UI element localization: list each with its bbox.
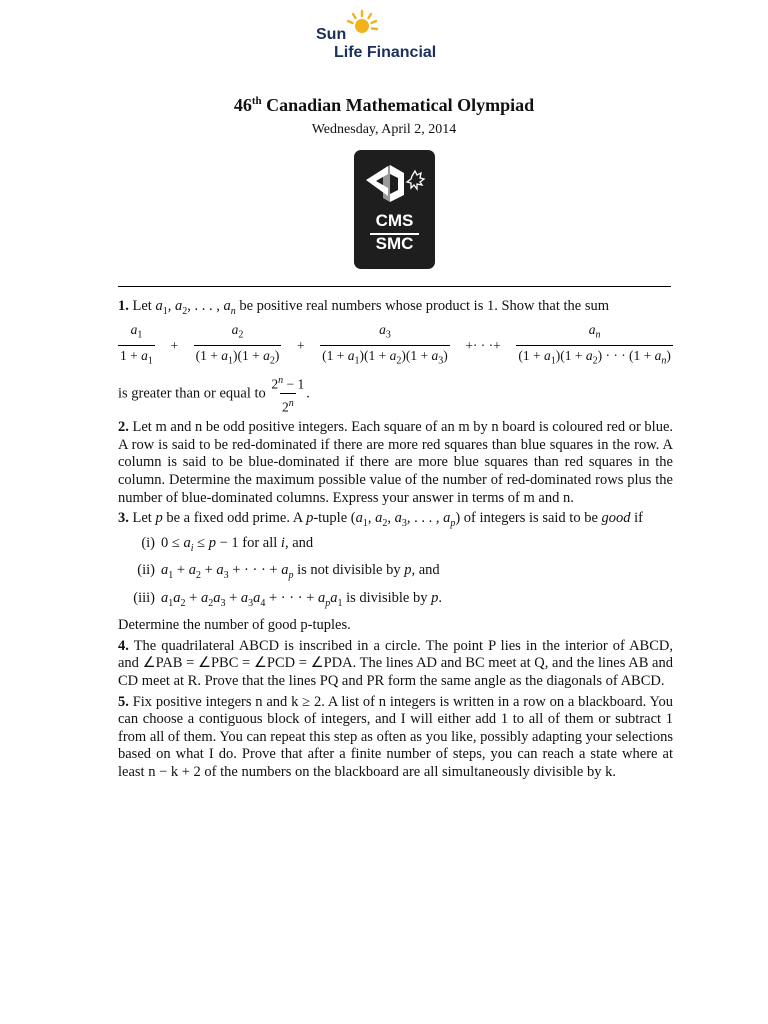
title-text: Canadian Mathematical Olympiad [261,95,535,115]
math-inline: $a_1a_2 + a_2a_3 + a_3a_4$ + · · · + $a_pa_1$ is divisible by p. [161,589,442,609]
fraction-bound: $\frac{2^n - 1}{2^n}$ [271,375,305,415]
problem-list [118,298,673,784]
condition-label: (iii) [133,589,155,606]
problem-text: Let m and n be odd positive integers. Each square of an m by n board is coloured red or blue. A row is said to be red-dominated if there are more red squares than blue squares in the row. A column is said to be blue-dominated if there are more blue squares than red squares in the column. Determine the maximum possible value of the number of red-dominated rows plus the number of blue-dominated columns. Express your answer in terms of m and n. [118,419,674,506]
problem-text: Determine the number of good p-tuples. [118,617,351,634]
title-number: 46 [233,95,252,115]
cms-emblem-icon [354,150,435,210]
problem-text: be positive real numbers whose product is 1. Show that the sum [239,298,610,314]
fraction-term: $\frac{a_1}{1 + a_1}$ [118,321,155,370]
exam-date: Wednesday, April 2, 2014 [311,122,457,137]
problem-4 [118,638,673,691]
sponsor-line-2: Life Financial [334,44,437,61]
sponsor-line-1: Sun [316,26,347,43]
fraction-term: $\frac{a_n}{(1 + a_1)(1 + a_2) \cdot \cdot \cdot (1 + a_n)}$ [516,321,673,370]
problem-text: is greater than or equal to [118,385,266,402]
logo-text-smc: SMC [375,234,414,253]
fraction-term: $\frac{a_3}{(1 + a_1)(1 + a_2)(1 + a_3)}$ [320,321,450,370]
math-inline: Let p be a fixed odd prime. A p-tuple ($a_1$, $a_2$, $a_3$, . . . , $a_p$) of integers is said to be good if [132,510,644,530]
problem-2 [118,419,673,507]
problem-1 [118,298,673,416]
problem-number: 3. [118,510,129,527]
condition-item [118,590,673,612]
logo-text-cms: CMS [375,211,414,230]
page-title [0,95,768,116]
sum-expression: $\frac{a_1}{1 + a_1}$ + $\frac{a_2}{(1 + a_1)(1 + a_2)}$ + $\frac{a_3}{(1 + a_1)(1 + a_2)(1 + a_3)}$ +· · ·+ $\frac{a_n}{(1 + a_1)(1 + a_2) \cdot \cdot \cdot (1 + a_n)}$ [118,321,673,370]
problem-text: The quadrilateral ABCD is inscribed in a circle. The point P lies in the interior of ABCD, and ∠PAB = ∠PBC = ∠PCD = ∠PDA. The lines AD and BC meet at Q, and the lines AB and CD meet at R. Prove that the lines PQ and PR form the same angle as the diagonals of ABCD. [118,637,673,689]
problem-5 [118,694,673,782]
fraction-term: $\frac{a_2}{(1 + a_1)(1 + a_2)}$ [194,321,282,370]
problem-text: Fix positive integers n and k ≥ 2. A list of n integers is written in a row on a blackboard. You can choose a contiguous block of integers, and I will either add 1 to all of them or subtract 1 from all of them. You can repeat this step as often as you like, possibly adapting your selections based on what I do. Prove that after a finite number of steps, you can reach a state where at least n − k + 2 of the numbers on the blackboard are all simultaneously divisible by k. [118,693,673,780]
sun-life-financial-logo [288,6,478,62]
condition-list [118,535,673,612]
condition-item [118,562,673,584]
math-inline: $0 \le a_i \le p - 1$ for all i, and [161,534,314,554]
math-inline: Let $a_1$, $a_2$, . . . , $a_n$ [132,298,236,317]
problem-number: 1. [118,298,129,314]
cms-smc-logo [354,150,435,269]
condition-label: (ii) [137,562,155,579]
header-rule [118,286,671,287]
problem-number: 4. [118,637,129,654]
math-inline: $a_1 + a_2 + a_3$ + · · · + $a_p$ is not divisible by p, and [161,562,440,582]
condition-label: (i) [141,534,155,551]
problem-number: 5. [118,693,129,710]
problem-3 [118,510,673,635]
conclusion-line: is greater than or equal to $\frac{2^n - 1}{2^n}$ . [118,372,673,416]
problem-number: 2. [118,419,129,436]
title-ordinal: th [251,95,262,107]
condition-item [118,535,673,557]
